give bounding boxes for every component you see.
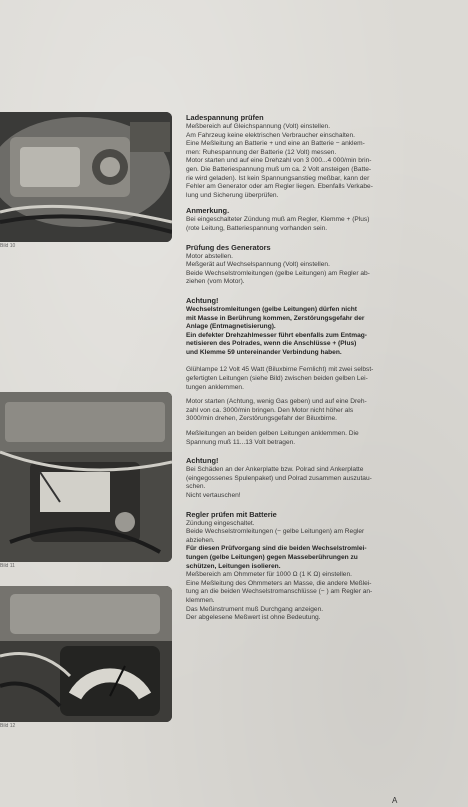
text-line: Spannung muß 11...13 Volt betragen. bbox=[186, 438, 296, 446]
text-line: Eine Meßleitung an Batterie + und eine an Batterie − anklem- bbox=[186, 140, 365, 148]
photo-1-image bbox=[0, 112, 172, 242]
caption-bild-12: Bild 12 bbox=[0, 723, 16, 729]
text-line: Bei eingeschalteter Zündung muß am Regler, Klemme + (Plus) bbox=[186, 216, 370, 224]
warning-line: und Klemme 59 untereinander Verbindung haben. bbox=[186, 348, 342, 356]
text-line: Am Fahrzeug keine elektrischen Verbraucher einschalten. bbox=[186, 131, 355, 139]
photo-2-image bbox=[0, 392, 172, 562]
text-line: Nicht vertauschen! bbox=[186, 492, 241, 499]
text-line: Beide Wechselstromleitungen (gelbe Leitungen) am Regler ab- bbox=[186, 269, 370, 277]
caption-bild-10: Bild 10 bbox=[0, 243, 16, 249]
text-line: tung an die beiden Wechselstromanschlüsse (− ) am Regler an- bbox=[186, 588, 373, 596]
page-corner-mark: A bbox=[392, 796, 398, 805]
text-line: Meßgerät auf Wechselspannung (Volt) einstellen. bbox=[186, 261, 330, 269]
heading-pruefung-generator: Prüfung des Generators bbox=[186, 242, 271, 252]
text-line: zahl von ca. 3000/min bringen. Den Motor nicht höher als bbox=[186, 406, 354, 414]
text-line: Meßleitungen an beiden gelben Leitungen anklemmen. Die bbox=[186, 430, 359, 438]
text-line: Beide Wechselstromleitungen (− gelbe Leitungen) am Regler bbox=[186, 528, 365, 536]
text-line: abziehen. bbox=[186, 536, 215, 544]
text-line: rie wird geladen). Ist kein Spannungsanstieg meßbar, kann der bbox=[186, 174, 370, 182]
text-line: Glühlampe 12 Volt 45 Watt (Biluxbirne Fernlicht) mit zwei selbst- bbox=[186, 366, 374, 374]
heading-anmerkung: Anmerkung. bbox=[186, 206, 230, 216]
text-line: Eine Meßleitung des Ohmmeters an Masse, die andere Meßlei- bbox=[186, 579, 372, 587]
text-line: Motor starten (Achtung, wenig Gas geben) und auf eine Dreh- bbox=[186, 398, 367, 406]
warning-line: netisieren des Polrades, wenn die Anschlüsse + (Plus) bbox=[186, 340, 357, 348]
photo-generator-bulb-test bbox=[0, 392, 172, 562]
text-line: Bei Schäden an der Ankerplatte bzw. Polrad sind Ankerplatte bbox=[186, 466, 364, 474]
text-line: (rote Leitung, Batteriespannung vorhanden sein. bbox=[186, 224, 328, 232]
warning-line: Wechselstromleitungen (gelbe Leitungen) dürfen nicht bbox=[186, 305, 357, 313]
text-line: Der abgelesene Meßwert ist ohne Bedeutung. bbox=[186, 614, 321, 622]
heading-ladespannung: Ladespannung prüfen bbox=[186, 113, 264, 122]
heading-achtung-2: Achtung! bbox=[186, 456, 219, 466]
text-line: Fehler am Generator oder am Regler liegen. Ebenfalls Verkabe- bbox=[186, 183, 373, 191]
warning-line: tungen (gelbe Leitungen) gegen Masseberührungen zu bbox=[186, 553, 358, 561]
warning-line: Ein defekter Drehzahlmesser führt ebenfalls zum Entmag- bbox=[186, 331, 368, 339]
text-line: Zündung eingeschaltet. bbox=[186, 519, 255, 527]
text-line: lung und Sicherung überprüfen. bbox=[186, 191, 279, 199]
text-line: Meßbereich am Ohmmeter für 1000 Ω (1 K Ω) einstellen. bbox=[186, 571, 352, 579]
text-line: gefertigten Leitungen (siehe Bild) zwischen beiden gelben Lei- bbox=[186, 375, 368, 383]
warning-line: mit Masse in Berührung kommen, Zerstörungsgefahr der bbox=[186, 314, 365, 322]
text-line: Motor abstellen. bbox=[186, 252, 233, 260]
text-line: 3000/min drehen, Zerstörungsgefahr der Biluxbirne. bbox=[186, 415, 338, 423]
text-line: Meßbereich auf Gleichspannung (Volt) einstellen. bbox=[186, 123, 331, 130]
heading-achtung-1: Achtung! bbox=[186, 295, 219, 305]
text-line: ziehen (vom Motor). bbox=[186, 278, 245, 286]
text-line: gen. Die Batteriespannung muß um ca. 2 Volt ansteigen (Batte- bbox=[186, 165, 372, 173]
heading-regler-pruefen: Regler prüfen mit Batterie bbox=[186, 509, 277, 519]
warning-line: Für diesen Prüfvorgang sind die beiden Wechselstromlei- bbox=[186, 545, 367, 553]
text-line: (eingegossenes Spulenpaket) und Polrad zusammen auszutau- bbox=[186, 474, 372, 482]
text-line: men: Ruhespannung der Batterie (12 Volt) messen. bbox=[186, 148, 337, 156]
text-line: tungen anklemmen. bbox=[186, 383, 244, 391]
warning-line: schützen, Leitungen isolieren. bbox=[186, 562, 281, 570]
photo-voltmeter-battery bbox=[0, 112, 172, 242]
caption-bild-11: Bild 11 bbox=[0, 563, 15, 569]
photo-regulator-ohmmeter bbox=[0, 586, 172, 722]
text-column bbox=[186, 113, 456, 623]
warning-line: Anlage (Entmagnetisierung). bbox=[186, 323, 276, 331]
text-line: schen. bbox=[186, 483, 206, 491]
photo-3-image bbox=[0, 586, 172, 722]
text-line: Motor starten und auf eine Drehzahl von 3 000...4 000/min brin- bbox=[186, 157, 372, 165]
text-line: Das Meßinstrument muß Durchgang anzeigen. bbox=[186, 605, 324, 613]
text-line: klemmen. bbox=[186, 596, 215, 604]
